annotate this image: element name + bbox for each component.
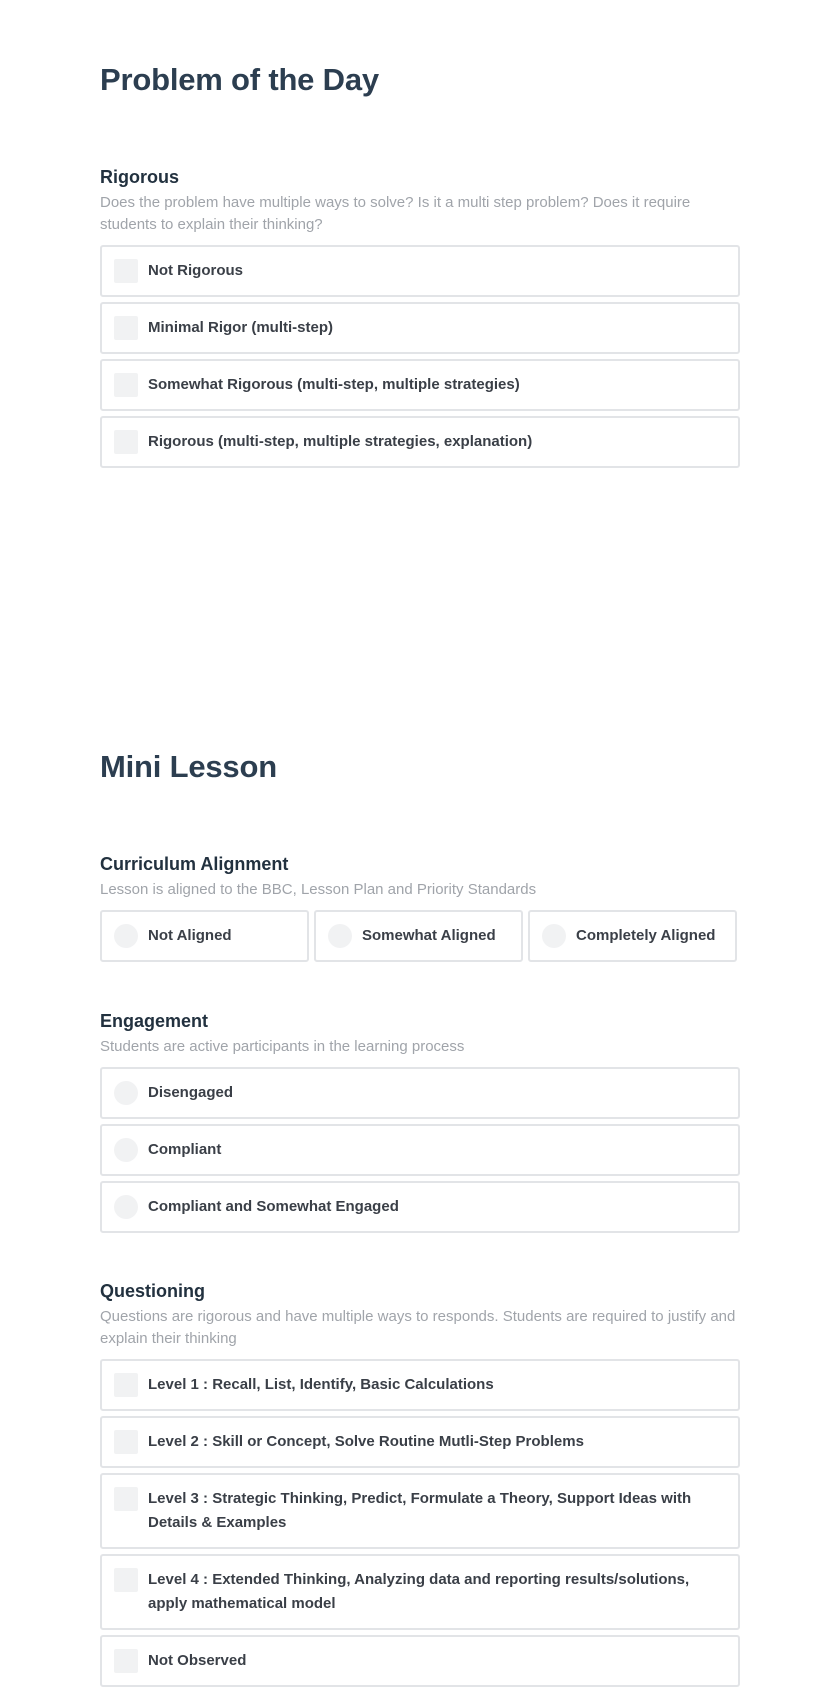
question-engagement (100, 1010, 740, 1238)
option-label: Level 2 : Skill or Concept, Solve Routine Mutli-Step Problems (148, 1433, 584, 1450)
option-label: Compliant and Somewhat Engaged (148, 1198, 399, 1215)
option-level-1[interactable] (100, 1359, 740, 1411)
checkbox-icon[interactable] (114, 1373, 138, 1397)
option-label: Compliant (148, 1141, 222, 1158)
option-level-2[interactable] (100, 1416, 740, 1468)
option-somewhat-rigorous[interactable] (100, 359, 740, 411)
radio-icon[interactable] (114, 924, 138, 948)
question-questioning (100, 1280, 740, 1692)
question-description: Lesson is aligned to the BBC, Lesson Plan and Priority Standards (100, 881, 537, 898)
radio-icon[interactable] (114, 1195, 138, 1219)
checkbox-icon[interactable] (114, 1649, 138, 1673)
question-description: Does the problem have multiple ways to solve? Is it a multi step problem? Does it require students to explain their thinking? (100, 194, 691, 233)
question-curriculum-alignment (100, 853, 740, 962)
option-label: Minimal Rigor (multi-step) (148, 319, 333, 336)
option-disengaged[interactable] (100, 1067, 740, 1119)
option-not-aligned[interactable] (100, 910, 309, 962)
question-description: Questions are rigorous and have multiple ways to responds. Students are required to justify and explain their thinking (100, 1308, 736, 1347)
question-title: Questioning (100, 1281, 205, 1301)
option-label: Level 1 : Recall, List, Identify, Basic Calculations (148, 1376, 494, 1393)
option-label: Disengaged (148, 1084, 234, 1101)
option-label: Level 3 : Strategic Thinking, Predict, Formulate a Theory, Support Ideas with Details & Examples (148, 1490, 692, 1531)
radio-icon[interactable] (542, 924, 566, 948)
option-label: Not Observed (148, 1652, 247, 1669)
option-label: Not Rigorous (148, 262, 243, 279)
checkbox-icon[interactable] (114, 316, 138, 340)
checkbox-icon[interactable] (114, 259, 138, 283)
option-rigorous[interactable] (100, 416, 740, 468)
radio-icon[interactable] (114, 1138, 138, 1162)
option-label: Somewhat Rigorous (multi-step, multiple strategies) (148, 376, 520, 393)
question-title: Curriculum Alignment (100, 854, 289, 874)
checkbox-icon[interactable] (114, 1487, 138, 1511)
option-label: Not Aligned (148, 927, 232, 944)
option-minimal-rigor[interactable] (100, 302, 740, 354)
checkbox-icon[interactable] (114, 373, 138, 397)
radio-icon[interactable] (114, 1081, 138, 1105)
option-level-4[interactable] (100, 1554, 740, 1630)
option-somewhat-aligned[interactable] (314, 910, 523, 962)
question-title: Rigorous (100, 167, 179, 187)
question-description: Students are active participants in the learning process (100, 1038, 465, 1055)
checkbox-icon[interactable] (114, 1430, 138, 1454)
option-completely-aligned[interactable] (528, 910, 737, 962)
option-level-3[interactable] (100, 1473, 740, 1549)
radio-icon[interactable] (328, 924, 352, 948)
options-list (100, 910, 740, 962)
option-label: Completely Aligned (576, 927, 716, 944)
checkbox-icon[interactable] (114, 430, 138, 454)
option-label: Somewhat Aligned (362, 927, 496, 944)
option-label: Rigorous (multi-step, multiple strategies, explanation) (148, 433, 533, 450)
option-compliant-somewhat-engaged[interactable] (100, 1181, 740, 1233)
section-title-problem-of-the-day: Problem of the Day (100, 62, 379, 97)
option-label: Level 4 : Extended Thinking, Analyzing data and reporting results/solutions, apply mathematical model (148, 1571, 690, 1612)
question-rigorous (100, 166, 740, 473)
options-list (100, 245, 740, 468)
option-not-observed[interactable] (100, 1635, 740, 1687)
options-list (100, 1067, 740, 1233)
option-not-rigorous[interactable] (100, 245, 740, 297)
option-compliant[interactable] (100, 1124, 740, 1176)
question-title: Engagement (100, 1011, 209, 1031)
options-list (100, 1359, 740, 1687)
checkbox-icon[interactable] (114, 1568, 138, 1592)
section-title-mini-lesson: Mini Lesson (100, 749, 277, 784)
